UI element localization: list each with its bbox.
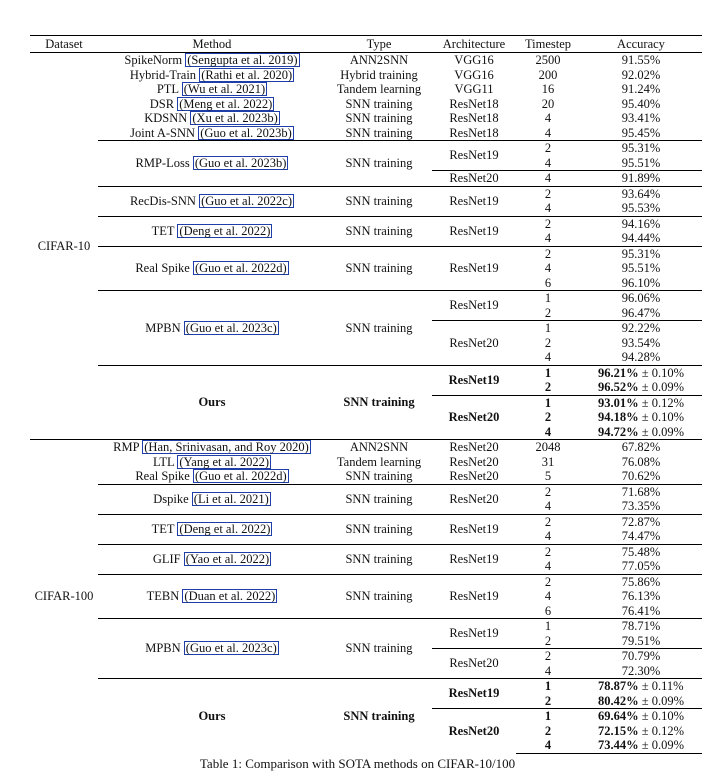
timestep-cell: 2	[516, 141, 580, 156]
timestep-cell: 4	[544, 589, 552, 603]
table-row	[30, 619, 702, 634]
accuracy-std: ± 0.10%	[641, 410, 685, 424]
table-row	[30, 97, 702, 112]
accuracy-cell	[580, 724, 702, 739]
timestep-cell: 20	[541, 96, 555, 111]
accuracy-cell: 91.24%	[621, 82, 661, 96]
accuracy-cell	[580, 709, 702, 724]
arch-cell: ResNet19	[432, 246, 516, 291]
timestep-cell: 5	[544, 469, 552, 483]
table-row	[30, 574, 702, 589]
method-cell	[98, 186, 326, 216]
table-row	[30, 469, 702, 484]
method-name: TET	[151, 223, 175, 238]
method-ours: Ours	[98, 365, 326, 440]
table-row	[30, 440, 702, 455]
accuracy-cell: 94.44%	[621, 231, 661, 245]
accuracy-cell: 91.55%	[621, 53, 661, 67]
accuracy-cell: 71.68%	[580, 484, 702, 499]
accuracy-std: ± 0.10%	[641, 709, 685, 723]
accuracy-std: ± 0.09%	[641, 693, 685, 708]
type-cell: SNN training	[326, 141, 432, 187]
type-cell: Tandem learning	[336, 454, 422, 469]
citation-link[interactable]: (Meng et al. 2022)	[179, 96, 273, 111]
accuracy-cell: 91.89%	[580, 171, 702, 187]
method-cell	[98, 216, 326, 246]
table-row	[30, 53, 702, 68]
method-cell	[98, 469, 326, 484]
arch-cell: ResNet20	[432, 709, 516, 754]
table-row	[30, 141, 702, 156]
timestep-cell: 4	[544, 529, 552, 543]
accuracy-cell: 76.13%	[621, 589, 661, 603]
method-name: Real Spike	[135, 261, 190, 275]
accuracy-value: 80.42%	[598, 693, 639, 708]
citation-link[interactable]: (Guo et al. 2023b)	[194, 156, 287, 170]
citation-link[interactable]: (Yao et al. 2022)	[185, 551, 270, 566]
accuracy-std: ± 0.12%	[641, 723, 685, 738]
accuracy-cell: 94.28%	[621, 350, 661, 364]
method-name: Joint A-SNN	[130, 125, 196, 140]
timestep-cell: 2	[516, 186, 580, 201]
type-cell: SNN training	[326, 544, 432, 574]
type-cell: SNN training	[326, 484, 432, 514]
header-accuracy: Accuracy	[580, 36, 702, 53]
table-row	[30, 246, 702, 261]
method-name: Real Spike	[135, 469, 190, 483]
accuracy-value: 93.01%	[598, 395, 639, 410]
accuracy-cell	[580, 395, 702, 410]
type-cell: SNN training	[326, 619, 432, 679]
method-cell	[98, 291, 326, 366]
arch-cell: ResNet19	[432, 619, 516, 649]
table-row	[30, 186, 702, 201]
accuracy-cell	[580, 738, 702, 753]
timestep-cell: 1	[516, 395, 580, 410]
timestep-cell: 2	[516, 216, 580, 231]
accuracy-value: 94.72%	[598, 424, 639, 439]
header-architecture: Architecture	[432, 36, 516, 53]
type-cell: SNN training	[345, 111, 413, 125]
citation-link[interactable]: (Duan et al. 2022)	[184, 589, 276, 603]
method-name: RMP-Loss	[135, 156, 190, 170]
method-cell	[98, 514, 326, 544]
method-name: TET	[151, 521, 175, 536]
accuracy-cell: 96.47%	[621, 305, 661, 320]
timestep-cell: 2500	[535, 53, 561, 67]
timestep-cell: 4	[544, 155, 552, 170]
timestep-cell: 4	[544, 424, 552, 439]
type-cell: ANN2SNN	[326, 440, 432, 455]
accuracy-cell	[580, 365, 702, 380]
accuracy-std: ± 0.11%	[641, 679, 684, 693]
method-cell	[98, 111, 326, 126]
table-row	[30, 68, 702, 83]
arch-cell: ResNet20	[432, 395, 516, 440]
method-name: GLIF	[152, 551, 181, 566]
arch-cell: ResNet20	[432, 171, 516, 187]
timestep-cell: 4	[544, 201, 552, 215]
accuracy-cell: 76.41%	[621, 603, 661, 618]
type-cell: SNN training	[326, 574, 432, 619]
timestep-cell: 1	[516, 291, 580, 306]
citation-link[interactable]: (Guo et al. 2022d)	[194, 261, 287, 275]
arch-cell: ResNet19	[432, 216, 516, 246]
method-name: Hybrid-Train	[129, 67, 197, 82]
timestep-cell: 2	[516, 649, 580, 664]
accuracy-cell: 93.64%	[580, 186, 702, 201]
accuracy-cell: 78.71%	[580, 619, 702, 634]
method-name: KDSNN	[144, 111, 188, 125]
arch-cell: ResNet20	[432, 649, 516, 679]
accuracy-cell: 96.06%	[580, 291, 702, 306]
timestep-cell: 2	[544, 723, 552, 738]
arch-cell: ResNet18	[449, 125, 499, 140]
citation-link[interactable]: (Xu et al. 2023b)	[192, 111, 278, 125]
method-name: PTL	[156, 82, 179, 96]
citation-link[interactable]: (Yang et al. 2022)	[179, 454, 270, 469]
timestep-cell: 2	[516, 544, 580, 559]
accuracy-cell: 67.82%	[580, 440, 702, 455]
accuracy-cell: 74.47%	[621, 529, 661, 543]
type-cell: SNN training	[326, 246, 432, 291]
type-cell: SNN training	[345, 469, 413, 483]
timestep-cell: 1	[516, 679, 580, 694]
accuracy-cell: 70.79%	[580, 649, 702, 664]
header-dataset: Dataset	[30, 36, 98, 53]
method-name: MPBN	[145, 320, 181, 335]
table-row	[30, 455, 702, 470]
accuracy-cell: 76.08%	[621, 454, 661, 469]
method-name: LTL	[152, 454, 175, 469]
accuracy-cell: 95.45%	[621, 125, 661, 140]
accuracy-value: 96.21%	[598, 365, 639, 380]
type-cell: SNN training	[326, 365, 432, 440]
timestep-cell: 2	[544, 305, 552, 320]
timestep-cell: 1	[516, 365, 580, 380]
arch-cell: ResNet19	[432, 291, 516, 321]
citation-link[interactable]: (Guo et al. 2023b)	[200, 125, 292, 140]
timestep-cell: 4	[544, 663, 552, 678]
type-cell: Hybrid training	[340, 67, 418, 82]
type-cell: ANN2SNN	[349, 53, 409, 67]
timestep-cell: 31	[541, 454, 555, 469]
citation-link[interactable]: (Guo et al. 2023c)	[185, 641, 277, 656]
arch-cell: ResNet18	[449, 96, 499, 111]
timestep-cell: 2	[516, 514, 580, 529]
timestep-cell: 6	[544, 603, 552, 618]
timestep-cell: 4	[544, 261, 552, 275]
method-ours: Ours	[98, 679, 326, 754]
citation-link[interactable]: (Wu et al. 2021)	[183, 82, 266, 96]
table-row	[30, 82, 702, 97]
table-row	[30, 544, 702, 559]
timestep-cell: 1	[516, 321, 580, 336]
header-row	[30, 36, 702, 53]
accuracy-cell: 95.40%	[621, 96, 661, 111]
method-cell	[98, 53, 326, 68]
citation-link[interactable]: (Li et al. 2021)	[193, 491, 269, 506]
comparison-table	[30, 35, 702, 754]
timestep-cell: 2	[544, 410, 552, 424]
accuracy-cell: 92.02%	[621, 67, 661, 82]
timestep-cell: 4	[544, 350, 552, 364]
accuracy-std: ± 0.09%	[641, 424, 685, 439]
type-cell: SNN training	[326, 291, 432, 366]
arch-cell: ResNet20	[432, 321, 516, 366]
method-cell	[98, 440, 326, 455]
method-cell	[98, 455, 326, 470]
accuracy-value: 96.52%	[598, 380, 639, 394]
method-cell	[98, 574, 326, 619]
table-caption: Table 1: Comparison with SOTA methods on CIFAR-10/100	[199, 756, 516, 771]
table-row	[30, 484, 702, 499]
timestep-cell: 2	[544, 380, 552, 394]
citation-link[interactable]: (Guo et al. 2022d)	[194, 469, 287, 483]
accuracy-std: ± 0.09%	[641, 380, 685, 394]
accuracy-cell: 72.30%	[621, 663, 661, 678]
accuracy-cell	[580, 694, 702, 709]
citation-link[interactable]: (Guo et al. 2023c)	[185, 320, 277, 335]
citation-link[interactable]: (Deng et al. 2022)	[179, 223, 271, 238]
accuracy-cell: 77.05%	[621, 559, 661, 573]
timestep-cell: 2	[516, 574, 580, 589]
accuracy-cell	[580, 410, 702, 425]
timestep-cell: 4	[544, 499, 552, 513]
citation-link[interactable]: (Sengupta et al. 2019)	[187, 53, 298, 67]
type-cell: Tandem learning	[336, 82, 422, 96]
dataset-cifar100: CIFAR-100	[30, 440, 98, 754]
timestep-cell: 4	[544, 559, 552, 573]
accuracy-cell: 95.31%	[580, 141, 702, 156]
accuracy-value: 69.64%	[598, 709, 639, 723]
timestep-cell: 2	[516, 246, 580, 261]
timestep-cell: 4	[544, 231, 552, 245]
method-name: DSR	[149, 96, 175, 111]
accuracy-cell: 73.35%	[621, 499, 661, 513]
timestep-cell: 4	[544, 125, 552, 140]
table-row	[30, 111, 702, 126]
method-name: SpikeNorm	[124, 53, 183, 67]
accuracy-std: ± 0.10%	[641, 365, 685, 380]
type-cell: SNN training	[345, 96, 413, 111]
method-cell	[98, 619, 326, 679]
arch-cell: ResNet19	[432, 679, 516, 709]
cifar10-section	[30, 53, 702, 440]
accuracy-cell: 70.62%	[621, 469, 661, 483]
arch-cell: ResNet19	[432, 544, 516, 574]
timestep-cell: 2048	[516, 440, 580, 455]
method-cell	[98, 68, 326, 83]
arch-cell: ResNet19	[432, 141, 516, 171]
arch-cell: ResNet19	[432, 574, 516, 619]
method-name: MPBN	[145, 641, 181, 656]
timestep-cell: 2	[544, 693, 552, 708]
method-cell	[98, 141, 326, 187]
accuracy-cell: 75.86%	[580, 574, 702, 589]
timestep-cell: 4	[544, 111, 552, 125]
timestep-cell: 1	[516, 619, 580, 634]
accuracy-cell: 94.16%	[580, 216, 702, 231]
accuracy-cell: 96.10%	[621, 275, 661, 290]
method-cell	[98, 82, 326, 97]
method-cell	[98, 544, 326, 574]
cifar100-section	[30, 440, 702, 754]
arch-cell: ResNet19	[432, 186, 516, 216]
accuracy-cell: 92.22%	[580, 321, 702, 336]
table-row	[30, 291, 702, 306]
type-cell: SNN training	[326, 514, 432, 544]
method-name: TEBN	[146, 589, 180, 603]
timestep-cell: 2	[544, 335, 552, 350]
arch-cell: VGG16	[454, 53, 494, 67]
arch-cell: ResNet19	[432, 514, 516, 544]
table-row	[30, 365, 702, 380]
header-method: Method	[98, 36, 326, 53]
accuracy-cell: 95.53%	[621, 201, 661, 215]
timestep-cell: 4	[516, 738, 580, 753]
citation-link[interactable]: (Guo et al. 2022c)	[201, 193, 293, 208]
citation-link[interactable]: (Deng et al. 2022)	[179, 521, 271, 536]
arch-cell: ResNet20	[432, 440, 516, 455]
arch-cell: VGG16	[454, 67, 494, 82]
timestep-cell: 16	[541, 82, 555, 96]
accuracy-cell	[580, 380, 702, 395]
header-type: Type	[326, 36, 432, 53]
arch-cell: ResNet18	[449, 111, 499, 125]
method-name: RecDis-SNN	[129, 193, 196, 208]
arch-cell: ResNet20	[432, 484, 516, 514]
method-cell	[98, 246, 326, 291]
citation-link[interactable]: (Rathi et al. 2020)	[201, 67, 293, 82]
accuracy-cell: 79.51%	[621, 633, 661, 648]
accuracy-std: ± 0.09%	[641, 738, 685, 752]
method-name: RMP	[113, 440, 140, 454]
table-row	[30, 126, 702, 141]
accuracy-cell: 95.51%	[621, 261, 661, 275]
dataset-cifar10: CIFAR-10	[37, 238, 91, 253]
arch-cell: VGG11	[454, 82, 494, 96]
arch-cell: ResNet20	[449, 454, 499, 469]
type-cell: SNN training	[326, 679, 432, 754]
method-cell	[98, 97, 326, 112]
table-row	[30, 679, 702, 694]
type-cell: SNN training	[326, 216, 432, 246]
accuracy-cell: 93.41%	[621, 111, 661, 125]
accuracy-std: ± 0.12%	[641, 395, 685, 410]
accuracy-value: 94.18%	[598, 410, 639, 424]
timestep-cell: 2	[544, 633, 552, 648]
accuracy-cell: 95.51%	[621, 155, 661, 170]
accuracy-cell: 72.87%	[580, 514, 702, 529]
arch-cell: ResNet19	[432, 365, 516, 395]
accuracy-value: 78.87%	[598, 679, 639, 693]
timestep-cell: 4	[516, 171, 580, 187]
accuracy-cell: 95.31%	[580, 246, 702, 261]
timestep-cell: 200	[538, 67, 558, 82]
header-timestep: Timestep	[516, 36, 580, 53]
accuracy-cell	[580, 425, 702, 440]
table-row	[30, 216, 702, 231]
accuracy-cell	[580, 679, 702, 694]
timestep-cell: 6	[544, 275, 552, 290]
accuracy-cell: 93.54%	[621, 335, 661, 350]
type-cell: SNN training	[326, 186, 432, 216]
citation-link[interactable]: (Han, Srinivasan, and Roy 2020)	[144, 440, 309, 454]
timestep-cell: 1	[516, 709, 580, 724]
accuracy-value: 73.44%	[598, 738, 639, 752]
accuracy-value: 72.15%	[598, 723, 639, 738]
type-cell: SNN training	[345, 125, 413, 140]
accuracy-cell: 75.48%	[580, 544, 702, 559]
method-cell	[98, 126, 326, 141]
table-row	[30, 514, 702, 529]
method-cell	[98, 484, 326, 514]
method-name: Dspike	[153, 491, 189, 506]
timestep-cell: 2	[516, 484, 580, 499]
arch-cell: ResNet20	[449, 469, 499, 483]
